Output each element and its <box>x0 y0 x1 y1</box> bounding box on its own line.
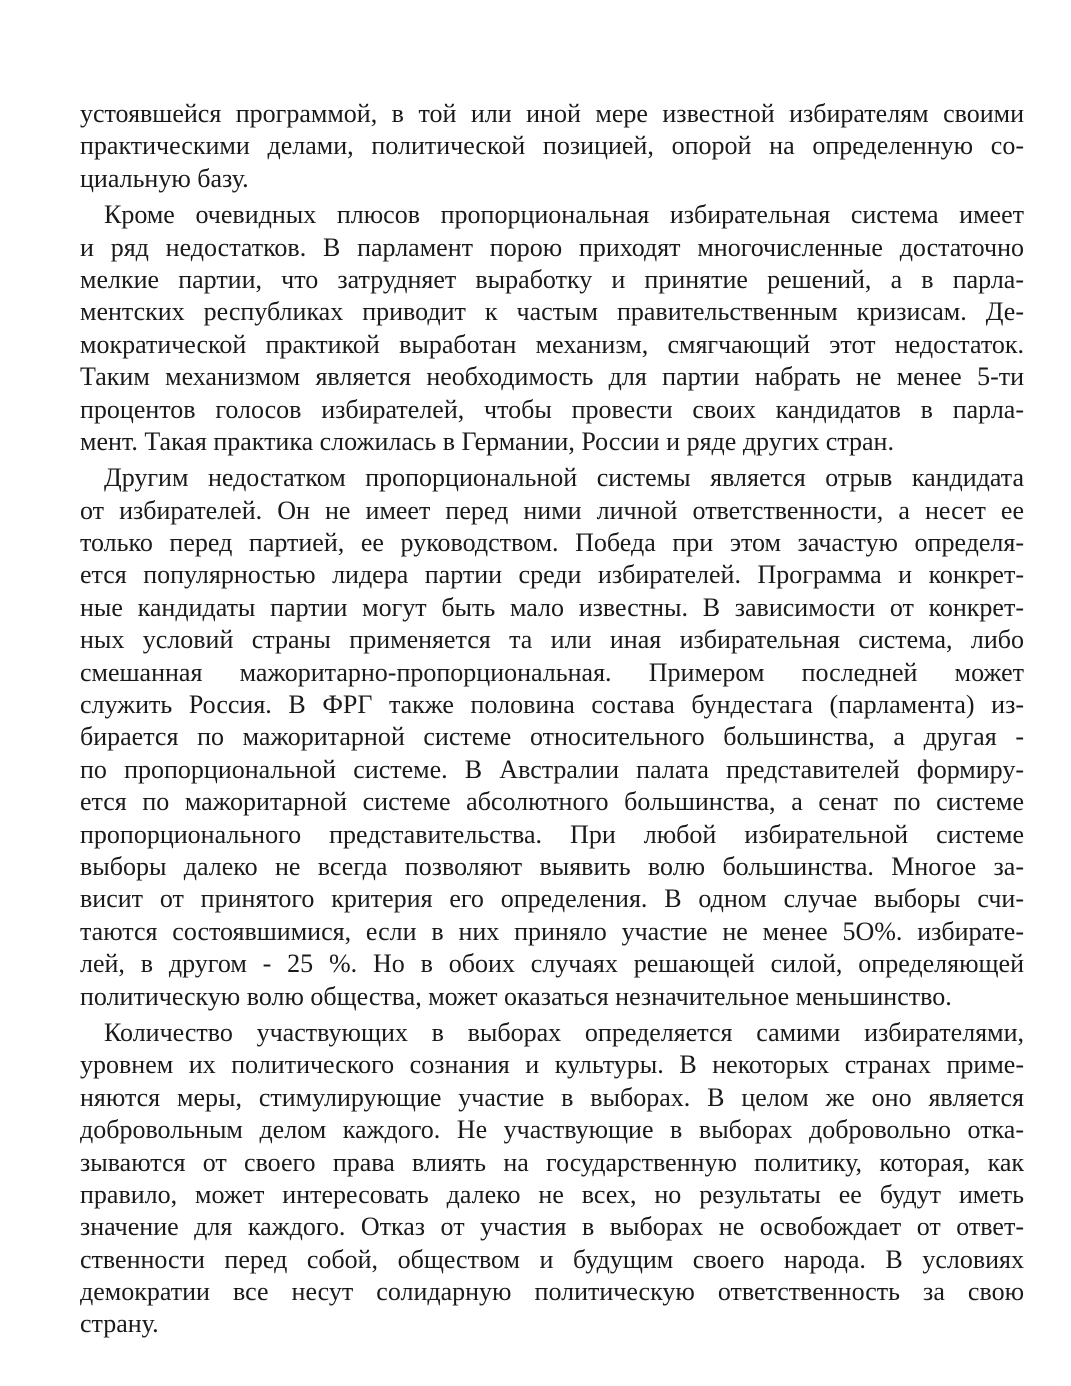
text-line: зываются от своего права влиять на государственную политику, которая, как <box>80 1147 1024 1177</box>
paragraph-1 <box>80 98 1024 195</box>
text-line: ных условий страны применяется та или иная избирательная система, либо <box>80 625 1024 655</box>
text-line: уровнем их политического сознания и культуры. В некоторых странах приме- <box>80 1050 1024 1080</box>
text-line: от избирателей. Он не имеет перед ними личной ответственности, а несет ее <box>80 495 1024 525</box>
text-line: Таким механизмом является необходимость для партии набрать не менее 5-ти <box>80 362 1024 392</box>
text-line: ментских республиках приводит к частым правительственным кризисам. Де- <box>80 297 1024 327</box>
text-line: бирается по мажоритарной системе относительного большинства, а другая - <box>80 722 1024 752</box>
text-line: ные кандидаты партии могут быть мало известны. В зависимости от конкрет- <box>80 592 1024 622</box>
text-line: пропорционального представительства. При любой избирательной системе <box>80 819 1024 849</box>
text-line: выборы далеко не всегда позволяют выявить волю большинства. Многое за- <box>80 851 1024 881</box>
text-line: устоявшейся программой, в той или иной мере известной избирателям своими <box>80 99 1024 128</box>
paragraph-4 <box>80 1017 1024 1341</box>
document-page <box>80 98 1024 1345</box>
text-line: добровольным делом каждого. Не участвующие в выборах добровольно отка- <box>80 1115 1024 1145</box>
text-line: Другим недостатком пропорциональной системы является отрыв кандидата <box>104 463 1024 493</box>
text-line: значение для каждого. Отказ от участия в выборах не освобождает от ответ- <box>80 1212 1024 1242</box>
text-line: правило, может интересовать далеко не всех, но результаты ее будут иметь <box>80 1179 1024 1209</box>
text-line: служить Россия. В ФРГ также половина состава бундестага (парламента) из- <box>80 690 1024 720</box>
paragraph-2 <box>80 199 1024 458</box>
text-line: и ряд недостатков. В парламент порою приходят многочисленные достаточно <box>80 232 1024 262</box>
text-line: мелкие партии, что затрудняет выработку и принятие решений, а в парла- <box>80 264 1024 294</box>
text-line: мократической практикой выработан механизм, смягчающий этот недостаток. <box>80 329 1024 359</box>
text-line: Количество участвующих в выборах определяется самими избирателями, <box>104 1017 1024 1047</box>
text-line: висит от принятого критерия его определения. В одном случае выборы счи- <box>80 884 1024 914</box>
text-line: ственности перед собой, обществом и будущим своего народа. В условиях <box>80 1244 1024 1274</box>
text-line: лей, в другом - 25 %. Но в обоих случаях решающей силой, определяющей <box>80 949 1024 979</box>
text-line: процентов голосов избирателей, чтобы провести своих кандидатов в парла- <box>80 394 1024 424</box>
paragraph-3 <box>80 462 1024 1013</box>
text-line: практическими делами, политической позицией, опорой на определенную со- <box>80 131 1024 161</box>
text-line: страну. <box>80 1309 159 1339</box>
text-line: Кроме очевидных плюсов пропорциональная избирательная система имеет <box>104 200 1024 230</box>
text-line: циальную базу. <box>80 163 249 193</box>
text-line: ется популярностью лидера партии среди избирателей. Программа и конкрет- <box>80 560 1024 590</box>
text-line: таются состоявшимися, если в них приняло участие не менее 5О%. избирате- <box>80 916 1024 946</box>
text-line: только перед партией, ее руководством. Победа при этом зачастую определя- <box>80 528 1024 558</box>
text-line: по пропорциональной системе. В Австралии палата представителей формиру- <box>80 754 1024 784</box>
text-line: мент. Такая практика сложилась в Германии, России и ряде других стран. <box>80 426 894 456</box>
text-line: политическую волю общества, может оказаться незначительное меньшинство. <box>80 981 952 1011</box>
text-line: смешанная мажоритарно-пропорциональная. Примером последней может <box>80 657 1024 687</box>
text-line: ется по мажоритарной системе абсолютного большинства, а сенат по системе <box>80 787 1024 817</box>
text-line: демократии все несут солидарную политическую ответственность за свою <box>80 1277 1024 1307</box>
text-line: няются меры, стимулирующие участие в выборах. В целом же оно является <box>80 1082 1024 1112</box>
